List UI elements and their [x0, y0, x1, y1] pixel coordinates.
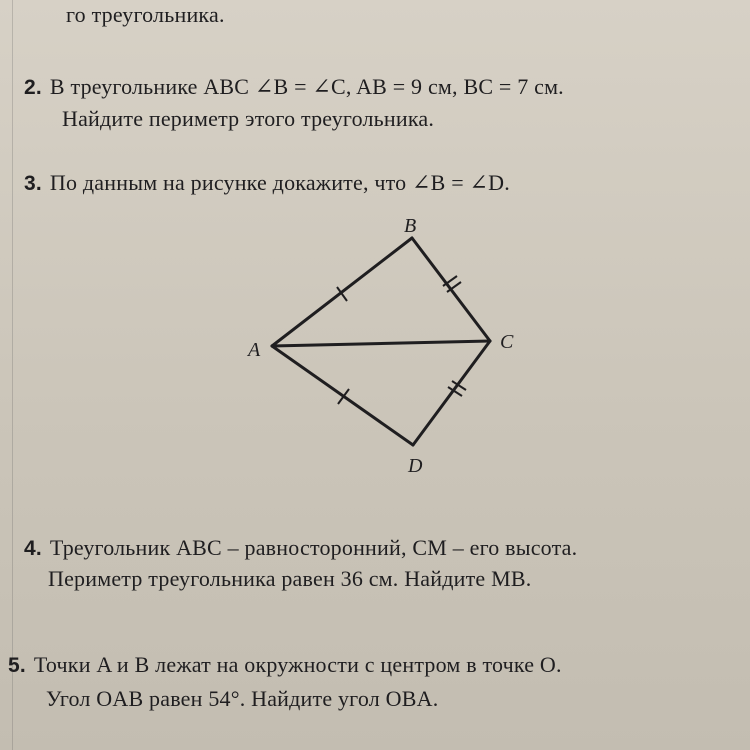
- problem-5-text: Точки A и B лежат на окружности с центром в точке O.: [33, 652, 562, 677]
- point-label-b: B: [404, 215, 417, 237]
- segment-ac: [272, 341, 490, 346]
- problem-4-line2: Периметр треугольника равен 36 см. Найдите MB.: [48, 566, 532, 591]
- segment-ab: [272, 238, 412, 346]
- problem-4-line1: [24, 535, 577, 561]
- tick-ad: [338, 389, 349, 404]
- problem-3-number: 3.: [24, 172, 42, 195]
- problem-4-number: 4.: [24, 537, 42, 560]
- problem-5-line1: [8, 652, 562, 678]
- problem-3-text: По данным на рисунке докажите, что ∠B = ∠D.: [49, 170, 510, 195]
- problem-5-line2: Угол OAB равен 54°. Найдите угол OBA.: [46, 686, 439, 711]
- problem-2-line2: Найдите периметр этого треугольника.: [62, 106, 435, 131]
- problem-2-text: В треугольнике ABC ∠B = ∠C, AB = 9 см, BC = 7 см.: [49, 74, 564, 99]
- problem-5-number: 5.: [8, 654, 26, 677]
- point-label-a: A: [248, 339, 261, 361]
- problem-1-tail: го треугольника.: [66, 2, 225, 27]
- point-label-c: C: [500, 331, 514, 353]
- problem-2-number: 2.: [24, 76, 42, 99]
- segment-cd: [413, 341, 490, 445]
- segment-ad: [272, 346, 413, 445]
- problem-4-text: Треугольник ABC – равносторонний, CM – его высота.: [49, 535, 578, 560]
- point-label-d: D: [408, 455, 423, 477]
